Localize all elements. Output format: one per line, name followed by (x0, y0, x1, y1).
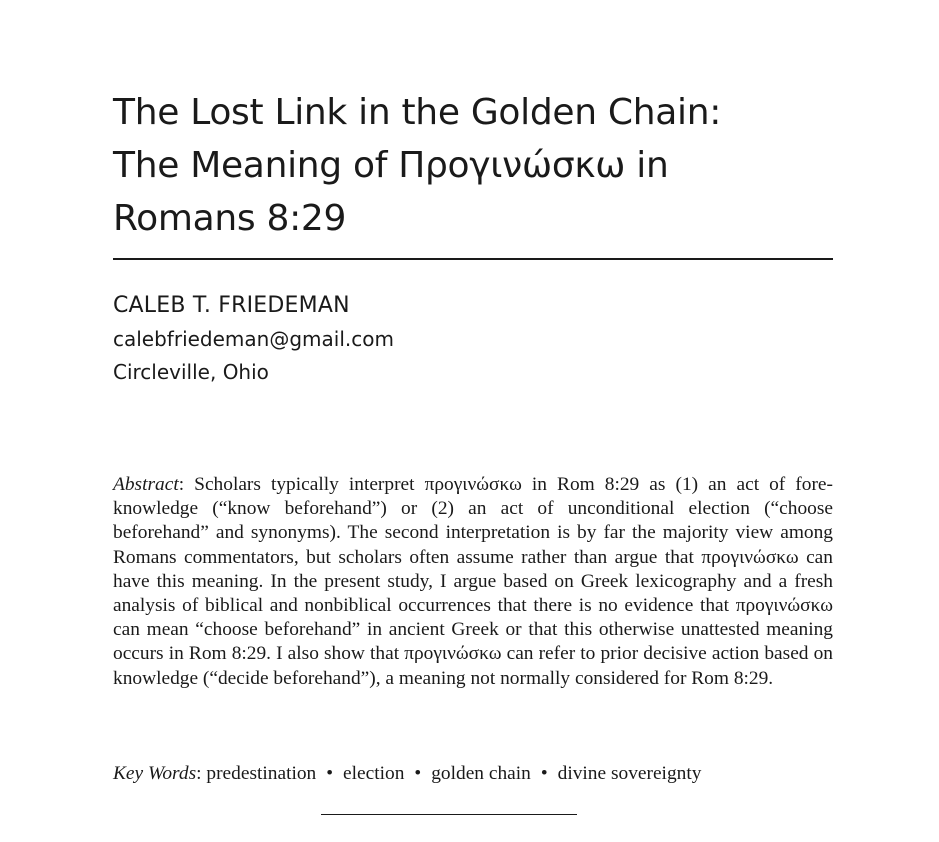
title-divider (113, 258, 833, 260)
abstract-paragraph: Abstract: Scholars typically interpret προγινώσκω in Rom 8:29 as (1) an act of foreknowledge (“know beforehand”) or (2) an act of unconditional election (“choose beforehand” and synonyms). The second interpretation is by far the majority view among Romans commentators, but scholars often assume rather than argue that προγινώσκω can have this meaning. In the present study, I argue based on Greek lexicography and a fresh analysis of biblical and nonbiblical occurrences that there is no evidence that προγινώσκω can mean “choose beforehand” in ancient Greek or that this otherwise unattested meaning occurs in Rom 8:29. I also show that προγινώσκω can refer to prior decisive action based on knowledge (“decide beforehand”), a meaning not normally considered for Rom 8:29. (113, 474, 833, 689)
author-location: Circleville, Ohio (113, 360, 269, 384)
abstract-label: Abstract (113, 474, 179, 495)
article-title (113, 86, 833, 245)
title-line-1: The Lost Link in the Golden Chain: (113, 92, 722, 133)
keyword-item: election (343, 763, 405, 784)
author-email: calebfriedeman@gmail.com (113, 327, 394, 351)
keyword-separator: • (540, 763, 548, 784)
title-line-3: Romans 8:29 (113, 198, 347, 239)
abstract-text: Scholars typically interpret προγινώσκω in Rom 8:29 as (1) an act of foreknowledge (“know beforehand”) or (2) an act of unconditional election (“choose beforehand” and synonyms). The second interpretation is by far the majority view among Romans commentators, but scholars often assume rather than argue that προγινώσκω can have this meaning. In the present study, I argue based on Greek lexicography and a fresh analysis of biblical and nonbiblical occurrences that there is no evidence that προγινώσκω can mean “choose beforehand” in ancient Greek or that this otherwise unattested meaning occurs in Rom 8:29. I also show that προγινώσκω can refer to prior decisive action based on knowledge (“decide beforehand”), a meaning not normally considered for Rom 8:29. (113, 474, 833, 689)
keyword-item: golden chain (431, 763, 531, 784)
keyword-separator: • (326, 763, 334, 784)
title-line-2: The Meaning of Προγινώσκω in (113, 145, 669, 186)
keyword-item: divine sovereignty (557, 763, 702, 784)
author-name: CALEB T. FRIEDEMAN (113, 293, 350, 318)
section-end-rule (321, 814, 577, 815)
keywords-line: Key Words: predestination • election • golden chain • divine sovereignty (113, 763, 702, 784)
keyword-separator: • (414, 763, 422, 784)
keywords-label: Key Words (113, 763, 197, 784)
keyword-item: predestination (206, 763, 317, 784)
